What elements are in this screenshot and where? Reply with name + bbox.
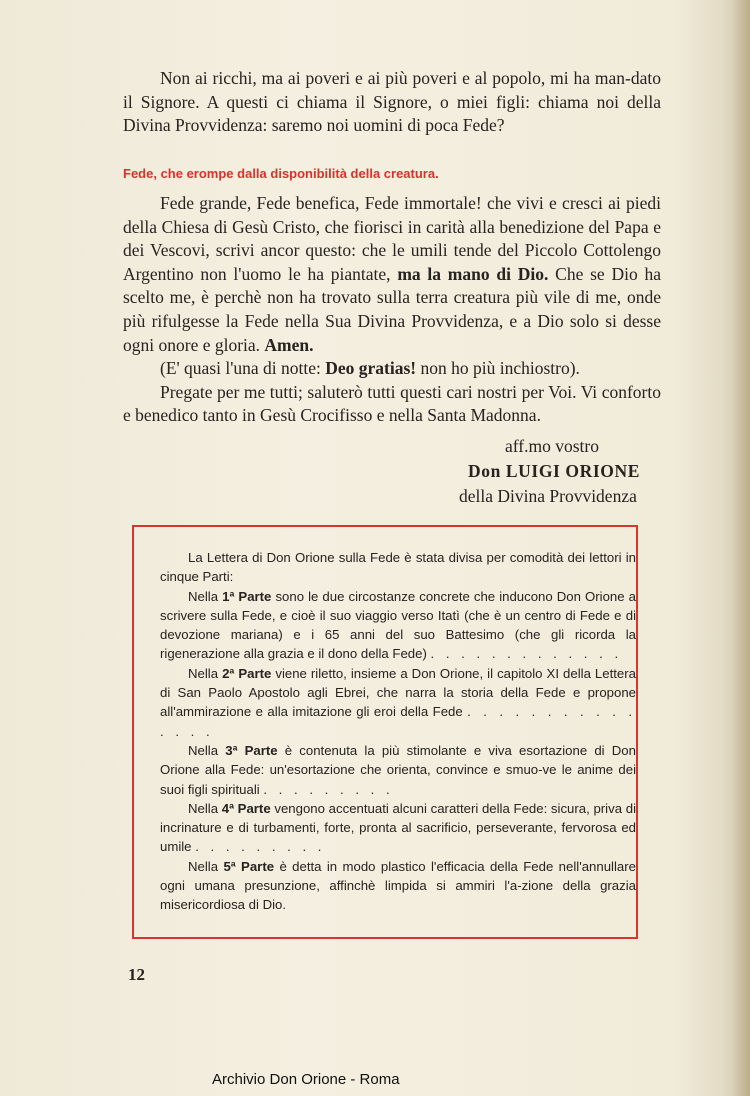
body-p1-bold-2: Amen. bbox=[264, 334, 314, 355]
signature-closing: aff.mo vostro bbox=[505, 436, 599, 456]
body-p2-text-b: non ho più inchiostro). bbox=[420, 358, 580, 379]
body-p1-bold-1: ma la mano di Dio. bbox=[397, 263, 549, 284]
part-prefix: Nella bbox=[188, 588, 219, 604]
body-p1-text-b: Che se Dio ha scelto me, è perchè non ha trovato sulla terra creatura più vile di me, onde più rifulgesse la Fede nella Sua Divina Provvidenza, e a Dio solo si desse ogni onore e gloria. bbox=[123, 263, 662, 355]
signature-name: Don LUIGI ORIONE bbox=[468, 461, 640, 481]
body-paragraph-1 bbox=[123, 192, 661, 357]
summary-part-3 bbox=[160, 741, 636, 799]
summary-part-5 bbox=[160, 857, 636, 915]
page-edge-shadow bbox=[732, 0, 750, 1096]
part-label: 4ª Parte bbox=[221, 800, 271, 816]
part-label: 5ª Parte bbox=[223, 858, 275, 874]
body-p1-text-a: Fede grande, Fede benefica, Fede immortale! che vivi e cresci ai piedi della Chiesa di Gesù Cristo, che fiorisci in carità alla benedizione del Papa e dei Vescovi, scrivi ancor questo: che le umili tende del Piccolo Cottolengo Argentino non l'uomo le ha piantate, bbox=[123, 193, 661, 284]
body-paragraph-3: Pregate per me tutti; saluterò tutti questi cari nostri per Voi. Vi conforto e benedico tanto in Gesù Crocifisso e nella Santa Madonna. bbox=[123, 381, 661, 426]
body-text bbox=[123, 192, 661, 428]
part-prefix: Nella bbox=[188, 742, 219, 758]
part-prefix: Nella bbox=[188, 858, 219, 874]
part-label: 3ª Parte bbox=[225, 742, 278, 758]
archive-footer: Archivio Don Orione - Roma bbox=[212, 1071, 400, 1088]
part-text: è contenuta la più stimolante e viva esortazione di Don Orione alla Fede: un'esortazione che orienta, convince e smuo-ve le anime dei suoi figli spirituali bbox=[160, 742, 636, 797]
page-number: 12 bbox=[128, 965, 145, 984]
leader-dots: . . . . . . . . . bbox=[263, 781, 394, 797]
summary-part-1 bbox=[160, 587, 636, 664]
body-p2-bold: Deo gratias! bbox=[325, 358, 417, 379]
part-text: sono le due circostanze concrete che inducono Don Orione a scrivere sulla Fede, e cioè il suo viaggio verso Itatì (che è un centro di Fede e di devozione mariana) e i 65 anni del suo Battesimo (che gli ricorda la rigenerazione alla grazia e il dono della Fede) bbox=[160, 588, 636, 662]
summary-intro: La Lettera di Don Orione sulla Fede è stata divisa per comodità dei lettori in cinque Parti: bbox=[160, 550, 636, 585]
part-text: vengono accentuati alcuni caratteri della Fede: sicura, priva di incrinature e di turbamenti, forte, pronta al sacrificio, perseverante, fervorosa ed umile bbox=[160, 800, 636, 855]
part-text: è detta in modo plastico l'efficacia della Fede nell'annullare ogni umana presunzione, affinchè limpida si ammiri l'a-zione della grazia misericordiosa di Dio. bbox=[160, 858, 636, 913]
intro-text: Non ai ricchi, ma ai poveri e ai più poveri e al popolo, mi ha man-dato il Signore. A questi ci chiama il Signore, o miei figli: chiama noi della Divina Provvidenza: saremo noi uomini di poca Fede? bbox=[123, 68, 661, 136]
body-paragraph-2 bbox=[123, 357, 661, 381]
part-prefix: Nella bbox=[188, 800, 219, 816]
part-label: 2ª Parte bbox=[222, 665, 272, 681]
leader-dots: . . . . . . . . . . . . . bbox=[430, 646, 623, 662]
signature-org: della Divina Provvidenza bbox=[459, 486, 637, 506]
part-prefix: Nella bbox=[188, 665, 219, 681]
leader-dots: . . . . . . . . . . . . . . . bbox=[160, 704, 636, 739]
leader-dots: . . . . . . . . . bbox=[195, 839, 326, 855]
part-text: viene riletto, insieme a Don Orione, il capitolo XI della Lettera di San Paolo Apostolo agli Ebrei, che narra la storia della Fede e propone all'ammirazione e alla imitazione gli eroi della Fede bbox=[160, 665, 636, 720]
body-p2-text-a: (E' quasi l'una di notte: bbox=[160, 358, 321, 379]
part-label: 1ª Parte bbox=[222, 588, 272, 604]
summary-part-4 bbox=[160, 799, 636, 857]
intro-paragraph bbox=[123, 67, 661, 138]
summary-part-2 bbox=[160, 664, 636, 741]
summary-box-text bbox=[160, 548, 636, 915]
section-heading: Fede, che erompe dalla disponibilità della creatura. bbox=[123, 166, 439, 181]
